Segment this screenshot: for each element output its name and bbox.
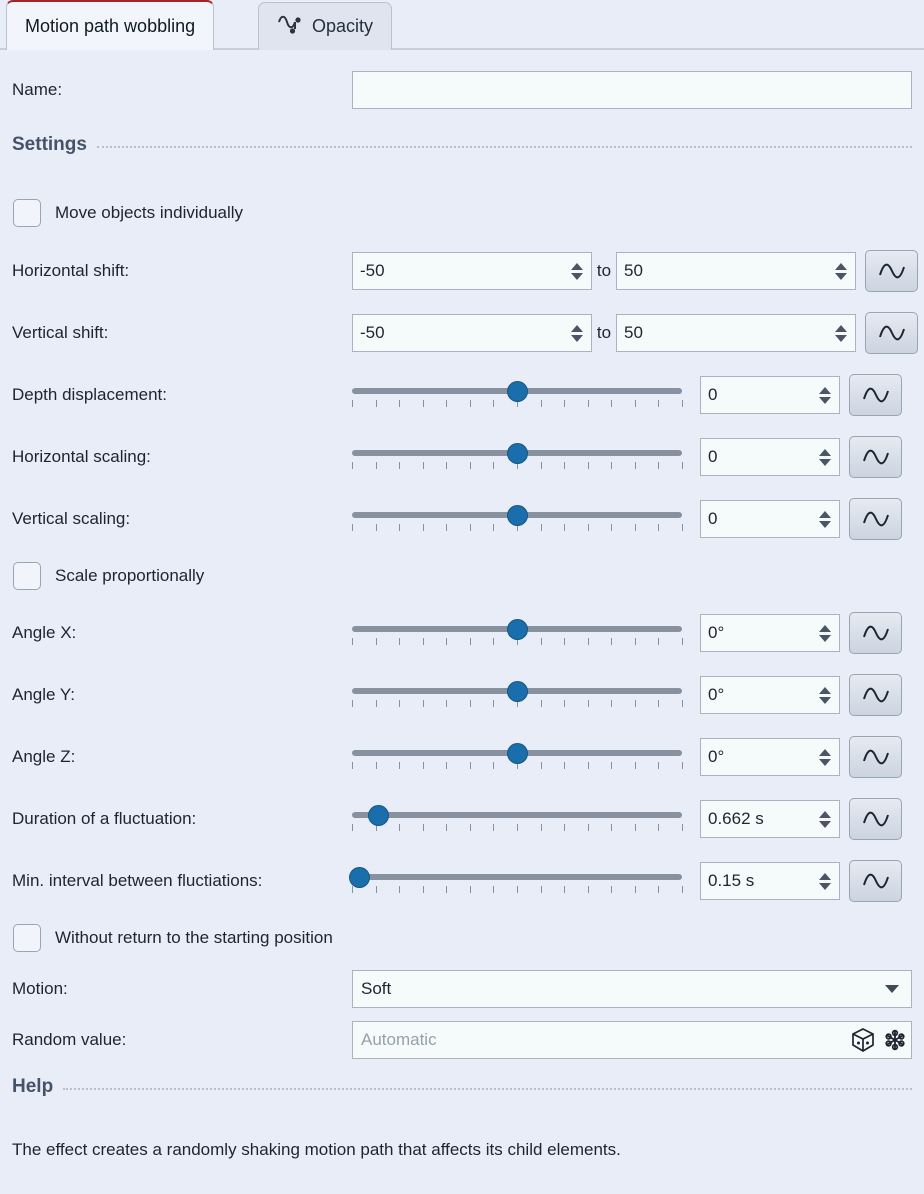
tab-label: Opacity: [312, 16, 374, 36]
randomize-vertical-scaling-button[interactable]: [849, 498, 902, 540]
spinner-value: 50: [624, 323, 643, 342]
chevron-down-icon[interactable]: [835, 273, 847, 280]
snowflake-icon[interactable]: [879, 1023, 911, 1057]
spinner-arrows[interactable]: [566, 315, 588, 351]
horizontal-scaling-row: [0, 435, 924, 479]
slider-ticks: [352, 524, 682, 532]
random-value-label: Random value:: [12, 1030, 127, 1049]
min-interval-slider[interactable]: [352, 862, 682, 900]
random-value-field[interactable]: [352, 1021, 912, 1059]
vertical-shift-row: [0, 311, 924, 355]
chevron-up-icon[interactable]: [819, 449, 831, 456]
vertical-scaling-row: [0, 497, 924, 541]
angle-z-slider[interactable]: [352, 738, 682, 776]
randomize-angle-y-button[interactable]: [849, 674, 902, 716]
help-text: The effect creates a randomly shaking motion path that affects its child elements.: [12, 1140, 621, 1159]
angle-x-label: Angle X:: [12, 623, 77, 642]
spinner-value: 50: [624, 261, 643, 280]
spinner-arrows[interactable]: [814, 615, 836, 651]
angle-y-row: [0, 673, 924, 717]
vertical-shift-label: Vertical shift:: [12, 323, 109, 342]
name-row: [0, 68, 924, 112]
checkbox-label: Move objects individually: [55, 203, 244, 222]
range-to-label: to: [596, 261, 612, 280]
spinner-value: 0: [708, 385, 718, 404]
name-input[interactable]: [352, 71, 912, 109]
spinner-value: -50: [360, 261, 385, 280]
checkbox-without-return-to-starting-position[interactable]: [13, 924, 41, 952]
without-return-row[interactable]: [0, 921, 333, 955]
spinner-arrows[interactable]: [566, 253, 588, 289]
slider-ticks: [352, 886, 682, 894]
min-interval-row: [0, 859, 924, 903]
spinner-arrows[interactable]: [814, 501, 836, 537]
spinner-arrows[interactable]: [814, 439, 836, 475]
chevron-down-icon[interactable]: [819, 459, 831, 466]
horizontal-scaling-slider[interactable]: [352, 438, 682, 476]
tab-strip: [0, 0, 924, 50]
checkbox-label: Scale proportionally: [55, 566, 205, 585]
randomize-horizontal-shift-button[interactable]: [865, 250, 918, 292]
chevron-up-icon[interactable]: [819, 625, 831, 632]
opacity-wave-icon: [277, 13, 303, 40]
random-value-row: [0, 1018, 924, 1062]
spinner-arrows[interactable]: [814, 677, 836, 713]
vertical-scaling-label: Vertical scaling:: [12, 509, 131, 528]
chevron-up-icon[interactable]: [835, 263, 847, 270]
spinner-arrows[interactable]: [814, 801, 836, 837]
chevron-down-icon[interactable]: [819, 635, 831, 642]
spinner-value: -50: [360, 323, 385, 342]
duration-of-fluctuation-spinner[interactable]: [700, 800, 840, 838]
random-value-placeholder: Automatic: [361, 1030, 437, 1049]
vertical-scaling-spinner[interactable]: [700, 500, 840, 538]
spinner-value: 0°: [708, 685, 725, 704]
depth-displacement-label: Depth displacement:: [12, 385, 167, 404]
slider-track[interactable]: [352, 812, 682, 818]
chevron-up-icon[interactable]: [819, 687, 831, 694]
motion-label: Motion:: [12, 979, 68, 998]
depth-displacement-slider[interactable]: [352, 376, 682, 414]
slider-knob[interactable]: [508, 382, 527, 401]
depth-displacement-row: [0, 373, 924, 417]
vertical-shift-to-spinner[interactable]: [616, 314, 856, 352]
section-title: Settings: [12, 134, 87, 155]
vertical-scaling-slider[interactable]: [352, 500, 682, 538]
slider-knob[interactable]: [508, 744, 527, 763]
randomize-depth-displacement-button[interactable]: [849, 374, 902, 416]
chevron-up-icon[interactable]: [819, 811, 831, 818]
randomize-angle-z-button[interactable]: [849, 736, 902, 778]
randomize-vertical-shift-button[interactable]: [865, 312, 918, 354]
spinner-value: 0: [708, 509, 718, 528]
horizontal-shift-from-spinner[interactable]: [352, 252, 592, 290]
slider-knob[interactable]: [508, 620, 527, 639]
chevron-down-icon[interactable]: [835, 335, 847, 342]
motion-selected-value: Soft: [361, 979, 392, 998]
chevron-down-icon[interactable]: [819, 697, 831, 704]
spinner-arrows[interactable]: [830, 253, 852, 289]
horizontal-scaling-label: Horizontal scaling:: [12, 447, 151, 466]
move-objects-individually-row[interactable]: [0, 196, 243, 230]
angle-z-spinner[interactable]: [700, 738, 840, 776]
slider-ticks: [352, 400, 682, 408]
spinner-arrows[interactable]: [830, 315, 852, 351]
chevron-down-icon[interactable]: [819, 759, 831, 766]
motion-row: [0, 967, 924, 1011]
horizontal-scaling-spinner[interactable]: [700, 438, 840, 476]
slider-ticks: [352, 824, 682, 832]
spinner-arrows[interactable]: [814, 863, 836, 899]
chevron-down-icon[interactable]: [571, 273, 583, 280]
slider-ticks: [352, 638, 682, 646]
angle-y-slider[interactable]: [352, 676, 682, 714]
duration-of-fluctuation-row: [0, 797, 924, 841]
min-interval-label: Min. interval between fluctiations:: [12, 871, 263, 890]
angle-y-label: Angle Y:: [12, 685, 76, 704]
help-section-header: [0, 1076, 924, 1098]
chevron-up-icon[interactable]: [819, 873, 831, 880]
scale-proportionally-row[interactable]: [0, 559, 204, 593]
slider-knob[interactable]: [350, 868, 369, 887]
chevron-down-icon[interactable]: [819, 397, 831, 404]
spinner-arrows[interactable]: [814, 377, 836, 413]
angle-z-row: [0, 735, 924, 779]
angle-x-row: [0, 611, 924, 655]
spinner-value: 0°: [708, 747, 725, 766]
dice-icon[interactable]: [847, 1023, 879, 1057]
horizontal-shift-row: [0, 249, 924, 293]
range-to-label: to: [596, 323, 612, 342]
chevron-up-icon[interactable]: [835, 325, 847, 332]
horizontal-shift-to-spinner[interactable]: [616, 252, 856, 290]
name-label: Name:: [12, 80, 63, 99]
duration-of-fluctuation-label: Duration of a fluctuation:: [12, 809, 197, 828]
chevron-down-icon[interactable]: [819, 883, 831, 890]
checkbox-label: Without return to the starting position: [55, 928, 333, 947]
section-divider: [97, 146, 912, 148]
randomize-horizontal-scaling-button[interactable]: [849, 436, 902, 478]
spinner-value: 0: [708, 447, 718, 466]
angle-z-label: Angle Z:: [12, 747, 76, 766]
slider-knob[interactable]: [508, 506, 527, 525]
chevron-down-icon[interactable]: [885, 985, 899, 993]
randomize-duration-button[interactable]: [849, 798, 902, 840]
slider-ticks: [352, 462, 682, 470]
slider-track[interactable]: [352, 874, 682, 880]
angle-x-spinner[interactable]: [700, 614, 840, 652]
tab-motion-path-wobbling[interactable]: [6, 0, 214, 50]
slider-ticks: [352, 762, 682, 770]
chevron-up-icon[interactable]: [819, 387, 831, 394]
spinner-arrows[interactable]: [814, 739, 836, 775]
spinner-value: 0°: [708, 623, 725, 642]
tab-opacity[interactable]: [258, 2, 392, 50]
checkbox-move-objects-individually[interactable]: [13, 199, 41, 227]
chevron-down-icon[interactable]: [819, 821, 831, 828]
min-interval-spinner[interactable]: [700, 862, 840, 900]
slider-ticks: [352, 700, 682, 708]
chevron-up-icon[interactable]: [571, 325, 583, 332]
chevron-down-icon[interactable]: [571, 335, 583, 342]
slider-knob[interactable]: [508, 682, 527, 701]
chevron-up-icon[interactable]: [819, 511, 831, 518]
randomize-min-interval-button[interactable]: [849, 860, 902, 902]
horizontal-shift-label: Horizontal shift:: [12, 261, 130, 280]
checkbox-scale-proportionally[interactable]: [13, 562, 41, 590]
section-title: Help: [12, 1076, 54, 1097]
slider-knob[interactable]: [369, 806, 388, 825]
spinner-value: 0.662 s: [708, 809, 764, 828]
slider-knob[interactable]: [508, 444, 527, 463]
spinner-value: 0.15 s: [708, 871, 755, 890]
angle-x-slider[interactable]: [352, 614, 682, 652]
chevron-up-icon[interactable]: [571, 263, 583, 270]
duration-of-fluctuation-slider[interactable]: [352, 800, 682, 838]
motion-select[interactable]: [352, 970, 912, 1008]
vertical-shift-from-spinner[interactable]: [352, 314, 592, 352]
chevron-down-icon[interactable]: [819, 521, 831, 528]
randomize-angle-x-button[interactable]: [849, 612, 902, 654]
tab-label: Motion path wobbling: [25, 15, 196, 36]
chevron-up-icon[interactable]: [819, 749, 831, 756]
depth-displacement-spinner[interactable]: [700, 376, 840, 414]
section-divider: [63, 1088, 912, 1090]
settings-section-header: [0, 134, 924, 156]
angle-y-spinner[interactable]: [700, 676, 840, 714]
